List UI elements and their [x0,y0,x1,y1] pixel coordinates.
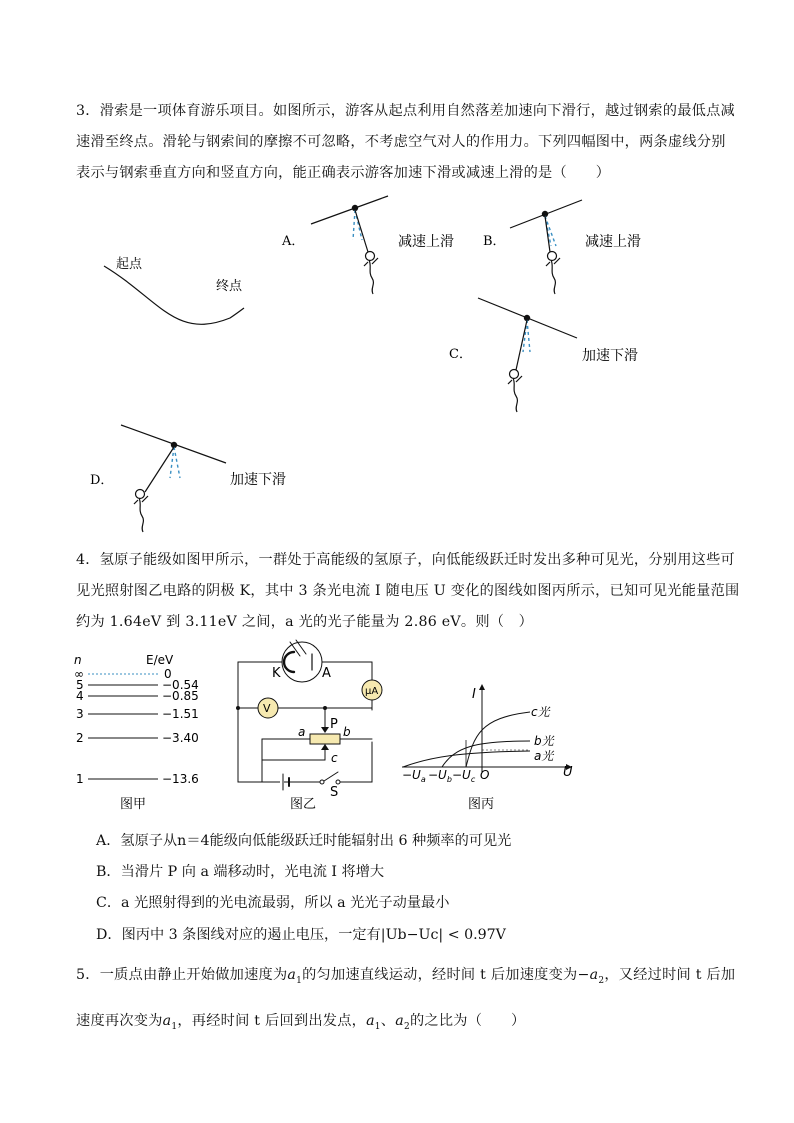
option-a-caption: 减速上滑 [398,234,454,250]
option-d-letter: D． [90,473,114,488]
track-curve [104,266,244,324]
fig-jia-caption: 图甲 [120,797,147,812]
q3-line-2: 速滑至终点。滑轮与钢索间的摩擦不可忽略，不考虑空气对人的作用力。下列四幅图中，两条虚线分别 [76,134,726,150]
switch-label: S [330,785,339,800]
option-c-caption: 加速下滑 [582,348,638,364]
fig-yi-circuit [236,640,382,812]
curve-b [442,741,530,767]
curve-c [466,712,530,767]
voltmeter-label: V [263,702,271,715]
level-1-e: −13.6 [162,772,199,786]
level-inf-n: ∞ [74,667,84,681]
curve-c-label: c光 [531,705,550,719]
q5-stem [76,955,736,1047]
n-header: n [74,653,82,667]
rheostat-b-label: b [343,725,351,739]
level-5-e: −0.54 [162,678,199,692]
q5-line-1: 5．一质点由静止开始做加速度为$a_1$的匀加速直线运动，经时间 t 后加速度变为$-a_2$，又经过时间 t 后加 [76,967,736,986]
slider-p-label: P [330,717,338,732]
q4-line-2: 见光照射图乙电路的阴极 K，其中 3 条光电流 I 随电压 U 变化的图线如图丙所示，已知可见光能量范围 [76,583,740,599]
anode-label: A [322,666,331,681]
level-inf-e: 0 [164,667,172,681]
q4-stem [76,545,740,638]
option-d-caption: 加速下滑 [230,472,286,488]
neg-ub-label: $-U_b$ [428,768,452,784]
option-b-letter: B． [483,234,506,249]
y-axis-label: I [472,687,476,702]
tap-c-label: c [331,751,338,765]
level-1-n: 1 [76,772,84,786]
option-c-letter: C． [449,347,472,362]
level-5-n: 5 [76,678,84,692]
q4-line-1: 4．氢原子能级如图甲所示，一群处于高能级的氢原子，向低能级跃迁时发出多种可见光，分别用这些可 [76,552,735,568]
neg-ua-label: $-U_a$ [402,768,426,784]
option-a-letter: A． [282,234,305,249]
level-4-e: −0.85 [162,689,199,703]
origin-label: O [480,768,490,782]
option-b-figure [483,200,641,294]
option-b-caption: 减速上滑 [585,234,641,250]
level-4-n: 4 [76,689,84,703]
q3-line-3: 表示与钢索垂直方向和竖直方向，能正确表示游客加速下滑或减速上滑的是（ ） [76,165,611,181]
q5-line-2: 速度再次变为$a_1$，再经时间 t 后回到出发点，$a_1$、$a_2$的之比为（ ） [76,1012,526,1032]
option-a-figure [281,196,454,294]
fig-bing-caption: 图丙 [468,797,495,812]
start-label: 起点 [116,257,143,272]
q4-option-d: D．图丙中 3 条图线对应的遏止电压，一定有|Ub−Uc| < 0.97V [96,927,506,943]
level-3-e: −1.51 [162,707,199,721]
option-c-figure [449,298,638,412]
cathode-label: K [272,666,281,681]
q4-option-a: A．氢原子从n＝4能级向低能级跃迁时能辐射出 6 种频率的可见光 [96,833,512,849]
fig-bing-iu-curves [402,684,573,812]
curve-b-label: b光 [534,734,554,748]
e-header: E/eV [146,653,174,667]
x-axis-label: U [563,765,573,780]
q3-line-1: 3．滑索是一项体育游乐项目。如图所示，游客从起点利用自然落差加速向下滑行，越过钢索的最低点减 [76,103,735,119]
curve-a-label: a光 [534,749,554,763]
fig-yi-caption: 图乙 [290,797,317,812]
fig-jia-energy-levels [74,653,199,812]
q3-track-diagram [104,256,244,324]
q4-option-c: C．a 光照射得到的光电流最弱，所以 a 光光子动量最小 [96,895,450,911]
q4-option-b: B．当滑片 P 向 a 端移动时，光电流 I 将增大 [96,864,385,880]
level-2-n: 2 [76,731,84,745]
option-d-figure [90,425,286,532]
end-label: 终点 [216,279,243,294]
rheostat-a-label: a [298,725,306,739]
q4-line-3: 约为 1.64eV 到 3.11eV 之间，a 光的光子能量为 2.86 eV。则（ ） [76,614,534,630]
neg-uc-label: $-U_c$ [452,768,476,784]
ammeter-label: μA [365,686,379,697]
level-3-n: 3 [76,707,84,721]
level-2-e: −3.40 [162,731,199,745]
